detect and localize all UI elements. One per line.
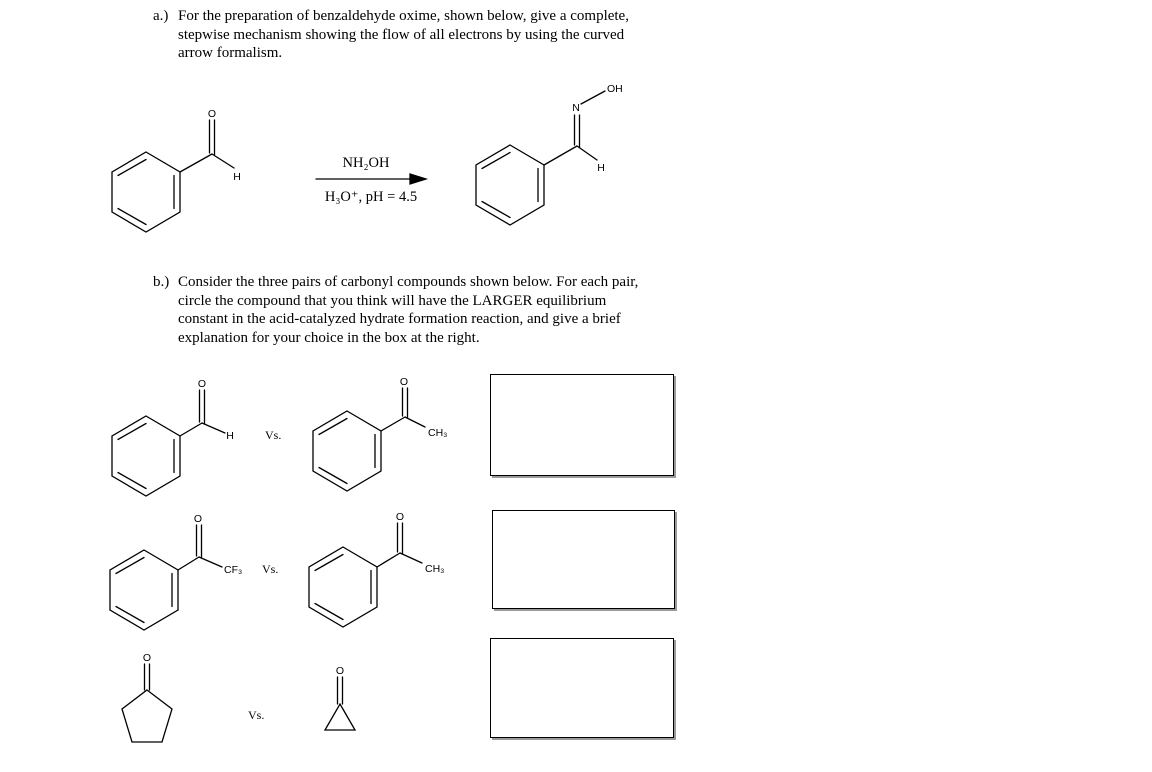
part-a-line-3: arrow formalism.	[178, 45, 283, 61]
part-b-label: b.)	[153, 274, 170, 290]
versus-label-2: Vs.	[262, 562, 279, 576]
atom-o: O	[335, 665, 345, 677]
part-b-line-1: Consider the three pairs of carbonyl compounds shown below. For each pair,	[178, 274, 639, 290]
part-a-line-2: stepwise mechanism showing the flow of all electrons by using the curved	[178, 26, 625, 43]
part-b-line-2: circle the compound that you think will have the LARGER equilibrium	[178, 292, 607, 309]
atom-o: O	[395, 511, 405, 523]
reagent-below: H₃O⁺, pH = 4.5	[324, 189, 418, 205]
part-b-line-4: explanation for your choice in the box at the right.	[178, 329, 480, 346]
benzaldehyde-reactant	[112, 108, 241, 232]
part-b-line-3: constant in the acid-catalyzed hydrate formation reaction, and give a brief	[178, 311, 621, 327]
versus-label-1: Vs.	[265, 428, 282, 442]
atom-h: H	[233, 171, 241, 183]
versus-label-3: Vs.	[248, 708, 265, 722]
reaction-arrow	[316, 155, 426, 205]
pair2-trifluoroacetophenone	[110, 513, 242, 630]
atom-ch3: CH₃	[425, 563, 445, 575]
pair3-cyclopropanone	[325, 665, 355, 730]
part-a-line-1: For the preparation of benzaldehyde oxime, shown below, give a complete,	[178, 8, 629, 24]
reagent-above: NH₂OH	[342, 155, 390, 171]
atom-ch3: CH₃	[428, 427, 448, 439]
atom-o: O	[142, 652, 152, 664]
atom-oh: OH	[607, 83, 623, 95]
atom-n: N	[572, 102, 580, 114]
pair1-acetophenone	[313, 376, 447, 491]
pair3-cyclopentanone	[122, 652, 172, 742]
benzaldehyde-oxime-product	[476, 83, 623, 225]
pair1-benzaldehyde	[112, 378, 234, 496]
atom-o: O	[207, 108, 217, 120]
atom-h: H	[597, 162, 605, 174]
part-a-label: a.)	[153, 8, 169, 24]
atom-h: H	[226, 430, 234, 442]
atom-o: O	[399, 376, 409, 388]
atom-cf3: CF₃	[224, 564, 243, 576]
pair2-acetophenone	[309, 511, 444, 627]
atom-o: O	[197, 378, 207, 390]
atom-o: O	[193, 513, 203, 525]
